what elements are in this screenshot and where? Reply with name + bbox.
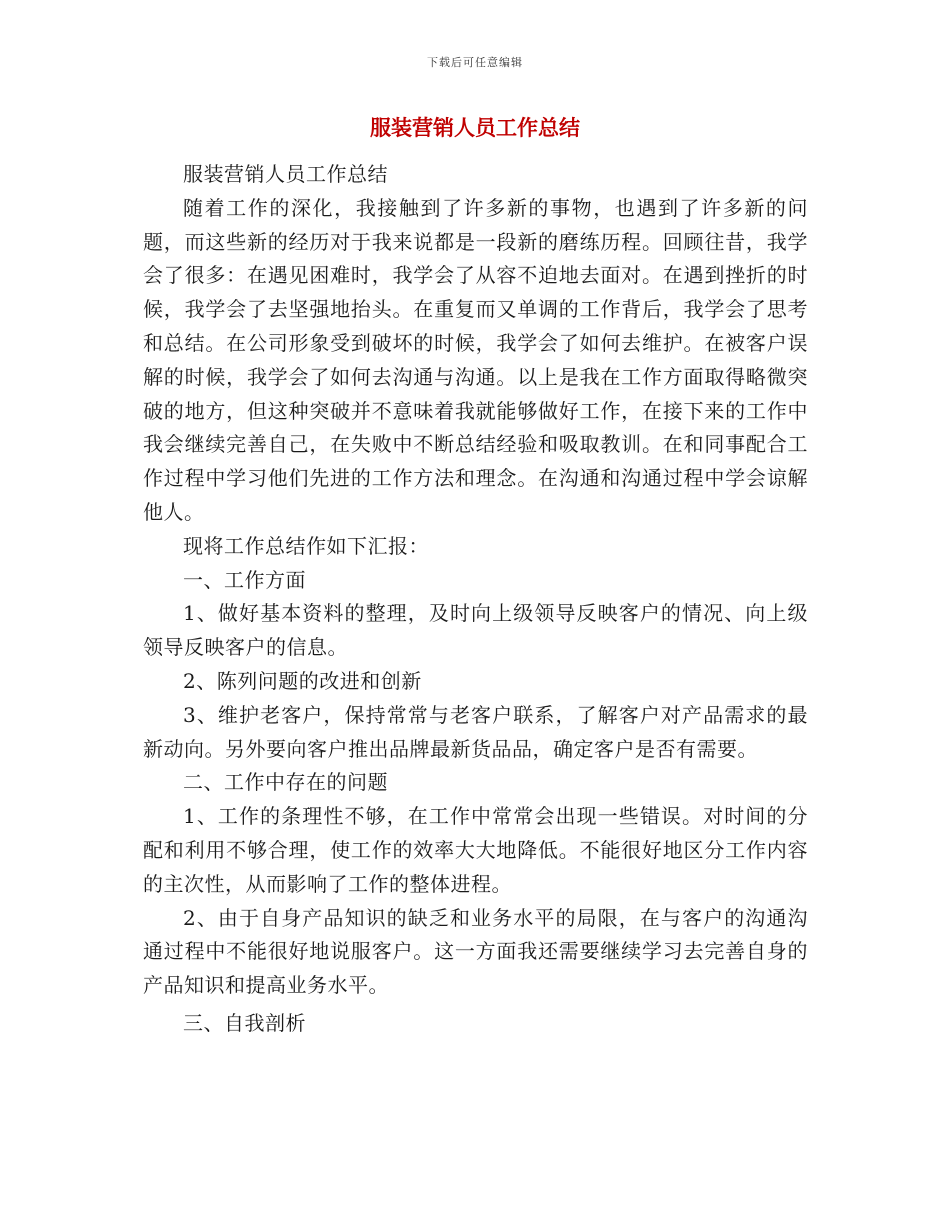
paragraph-item: 1、工作的条理性不够，在工作中常常会出现一些错误。对时间的分配和利用不够合理，使工作的效率大大地降低。不能很好地区分工作内容的主次性，从而影响了工作的整体进程。	[143, 804, 808, 896]
paragraph-item: 1、做好基本资料的整理，及时向上级领导反映客户的情况、向上级领导反映客户的信息。	[143, 601, 808, 660]
section-heading-work: 一、工作方面	[183, 567, 306, 592]
section-heading-self-analysis: 三、自我剖析	[183, 1010, 306, 1035]
page-header-note: 下载后可任意编辑	[427, 56, 523, 69]
document-title: 服装营销人员工作总结	[370, 116, 580, 140]
paragraph-item: 3、维护老客户，保持常常与老客户联系，了解客户对产品需求的最新动向。另外要向客户推出品牌最新货品品，确定客户是否有需要。	[143, 702, 808, 761]
section-heading-problems: 二、工作中存在的问题	[183, 770, 388, 795]
paragraph-report-lead: 现将工作总结作如下汇报：	[183, 533, 429, 558]
document-body	[143, 158, 808, 1041]
paragraph-item: 2、陈列问题的改进和创新	[183, 668, 422, 693]
paragraph-subtitle: 服装营销人员工作总结	[183, 162, 388, 186]
paragraph-item: 2、由于自身产品知识的缺乏和业务水平的局限，在与客户的沟通沟通过程中不能很好地说服客户。这一方面我还需要继续学习去完善自身的产品知识和提高业务水平。	[143, 905, 808, 998]
paragraph-intro: 随着工作的深化，我接触到了许多新的事物，也遇到了许多新的问题，而这些新的经历对于我来说都是一段新的磨练历程。回顾往昔，我学会了很多：在遇见困难时，我学会了从容不迫地去面对。在遇到挫折的时候，我学会了去坚强地抬头。在重复而又单调的工作背后，我学会了思考和总结。在公司形象受到破坏的时候，我学会了如何去维护。在被客户误解的时候，我学会了如何去沟通与沟通。以上是我在工作方面取得略微突破的地方，但这种突破并不意味着我就能够做好工作，在接下来的工作中我会继续完善自己，在失败中不断总结经验和吸取教训。在和同事配合工作过程中学习他们先进的工作方法和理念。在沟通和沟通过程中学会谅解他人。	[143, 195, 808, 524]
